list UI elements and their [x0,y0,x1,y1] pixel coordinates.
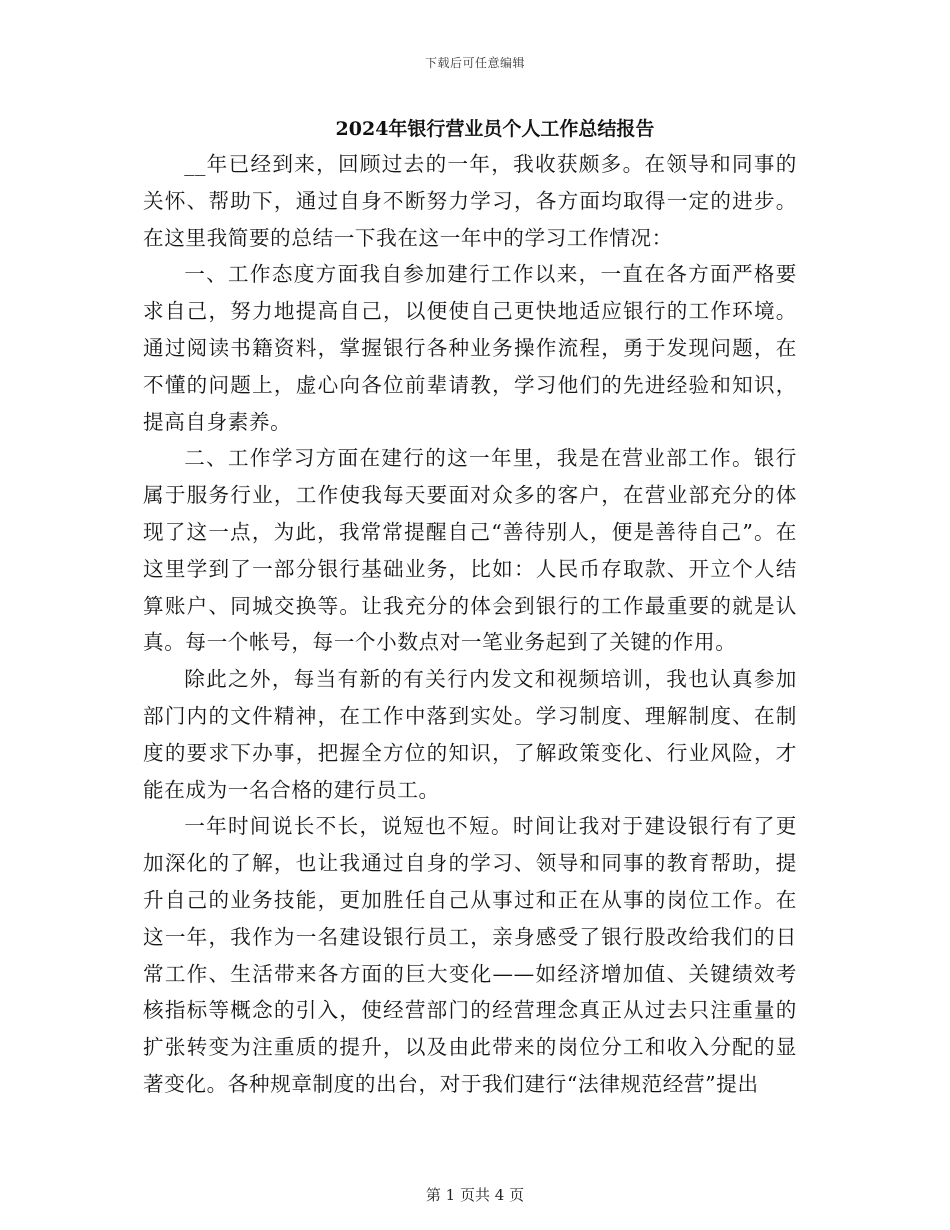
paragraph-training: 除此之外，每当有新的有关行内发文和视频培训，我也认真参加部门内的文件精神，在工作中落到实处。学习制度、理解制度、在制度的要求下办事，把握全方位的知识，了解政策变化、行业风险，才能在成为一名合格的建行员工。 [143,667,797,802]
header-note: 下载后可任意编辑 [424,56,525,70]
paragraph-year-review: 一年时间说长不长，说短也不短。时间让我对于建设银行有了更加深化的了解，也让我通过自身的学习、领导和同事的教育帮助，提升自己的业务技能，更加胜任自己从事过和正在从事的岗位工作。在这一年，我作为一名建设银行员工，亲身感受了银行股改给我们的日常工作、生活带来各方面的巨大变化——如经济增加值、关键绩效考核指标等概念的引入，使经营部门的经营理念真正从过去只注重量的扩张转变为注重质的提升，以及由此带来的岗位分工和收入分配的显著变化。各种规章制度的出台，对于我们建行“法律规范经营”提出 [143,814,797,1096]
paragraph-work-study: 二、工作学习方面在建行的这一年里，我是在营业部工作。银行属于服务行业，工作使我每天要面对众多的客户，在营业部充分的体现了这一点，为此，我常常提醒自己“善待别人，便是善待自己”。在这里学到了一部分银行基础业务，比如：人民币存取款、开立个人结算账户、同城交换等。让我充分的体会到银行的工作最重要的就是认真。每一个帐号，每一个小数点对一笔业务起到了关键的作用。 [143,446,797,655]
paragraph-work-attitude: 一、工作态度方面我自参加建行工作以来，一直在各方面严格要求自己，努力地提高自己，以便使自己更快地适应银行的工作环境。通过阅读书籍资料，掌握银行各种业务操作流程，勇于发现问题，在不懂的问题上，虚心向各位前辈请教，学习他们的先进经验和知识，提高自身素养。 [143,262,797,434]
document-body [143,146,797,1103]
paragraph-intro: __年已经到来，回顾过去的一年，我收获颇多。在领导和同事的关怀、帮助下，通过自身不断努力学习，各方面均取得一定的进步。在这里我简要的总结一下我在这一年中的学习工作情况： [143,152,797,250]
document-title: 2024年银行营业员个人工作总结报告 [335,118,655,140]
page-number: 第 1 页共 4 页 [425,1186,525,1204]
